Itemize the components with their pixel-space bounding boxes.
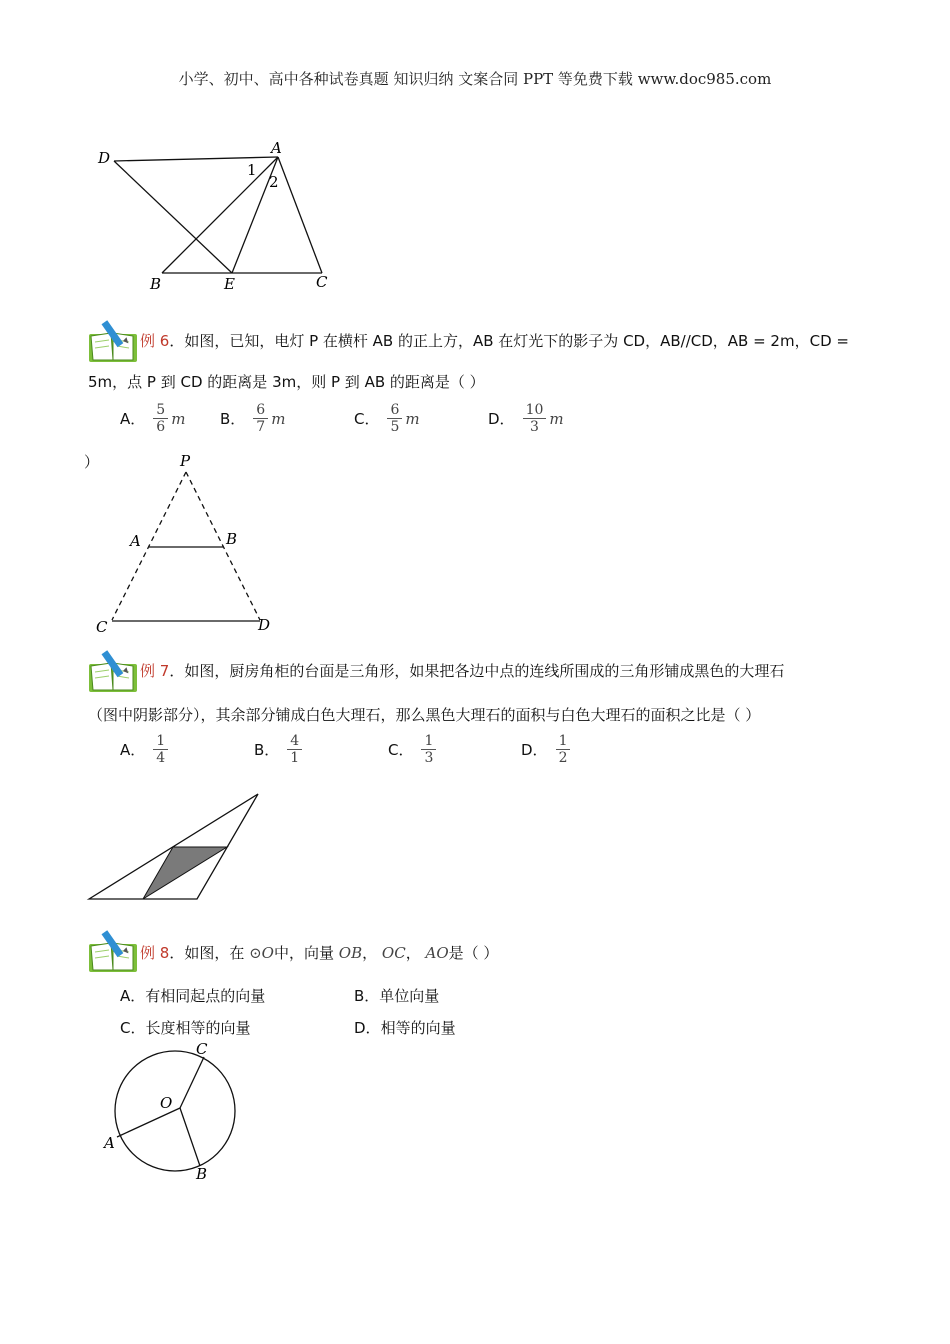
label-A: A [271, 139, 282, 157]
ex8-option-b[interactable]: B． 单位向量 [354, 987, 440, 1005]
book-pencil-icon [87, 318, 139, 364]
vector-oc: OC [381, 944, 406, 962]
label-A: A [130, 532, 141, 550]
ex7-option-a[interactable]: A． $\frac{1}{4}$ [120, 733, 168, 766]
label-B: B [196, 1165, 208, 1183]
ex6-option-a[interactable]: A． $\frac{5}{6}$ m [120, 402, 186, 435]
figure-marble-triangle [85, 790, 270, 905]
ex8-tag: 例 8 [140, 944, 170, 962]
fraction: $\frac{4}{1}$ [287, 733, 302, 766]
ex7-option-c[interactable]: C． $\frac{1}{3}$ [388, 733, 436, 766]
ex6-option-b[interactable]: B． $\frac{6}{7}$ m [220, 402, 286, 435]
figure-triangle-dae [90, 135, 350, 300]
fraction: $\frac{10}{3}$ [523, 402, 547, 435]
fraction: $\frac{1}{4}$ [153, 733, 168, 766]
figure-circle-vectors [98, 1038, 248, 1188]
vector-ao: AO [425, 944, 449, 962]
page-header: 小学、初中、高中各种试卷真题 知识归纳 文案合同 PPT 等免费下载 www.doc985.com [178, 70, 772, 88]
ex7-question-line1 [140, 661, 784, 681]
fraction: $\frac{6}{7}$ [253, 402, 268, 435]
label-angle-1: 1 [247, 161, 257, 179]
ex8-option-d[interactable]: D． 相等的向量 [354, 1019, 456, 1037]
fraction: $\frac{6}{5}$ [387, 402, 402, 435]
figure-lamp-shadow [90, 450, 290, 640]
label-P: P [180, 452, 191, 470]
ex8-option-c[interactable]: C． 长度相等的向量 [120, 1019, 251, 1037]
label-D: D [258, 616, 271, 634]
ex7-text-1: ．如图，厨房角柜的台面是三角形，如果把各边中点的连线所围成的三角形铺成黑色的大理石 [169, 662, 785, 680]
ex6-text-1: ．如图，已知，电灯 P 在横杆 AB 的正上方，AB 在灯光下的影子为 CD，AB//CD，AB = 2m，CD = [169, 332, 849, 350]
ex7-tag: 例 7 [140, 662, 170, 680]
ex6-question-line2: 5m，点 P 到 CD 的距离是 3m，则 P 到 AB 的距离是（ ） [88, 373, 485, 391]
label-C: C [196, 1040, 208, 1058]
fraction: $\frac{1}{2}$ [556, 733, 571, 766]
ex8-option-a[interactable]: A． 有相同起点的向量 [120, 987, 266, 1005]
book-pencil-icon [87, 648, 139, 694]
ex6-option-c[interactable]: C． $\frac{6}{5}$ m [354, 402, 420, 435]
ex6-tag: 例 6 [140, 332, 170, 350]
ex7-option-b[interactable]: B． $\frac{4}{1}$ [254, 733, 302, 766]
ex7-question-line2: （图中阴影部分），其余部分铺成白色大理石，那么黑色大理石的面积与白色大理石的面积之比是（ ） [88, 706, 761, 724]
vector-ob: OB [338, 944, 363, 962]
label-B: B [150, 275, 162, 293]
stray-parenthesis: ） [84, 453, 100, 471]
label-E: E [224, 275, 235, 293]
label-B: B [226, 530, 238, 548]
fraction: $\frac{5}{6}$ [153, 402, 168, 435]
ex6-question-line1 [140, 331, 849, 351]
label-O: O [160, 1094, 173, 1112]
book-pencil-icon [87, 928, 139, 974]
label-angle-2: 2 [269, 173, 279, 191]
ex8-question: 例 8．如图，在 ⊙O中，向量 OB， OC， AO是（ ） [140, 944, 499, 962]
fraction: $\frac{1}{3}$ [421, 733, 436, 766]
label-D: D [98, 149, 111, 167]
label-A: A [104, 1134, 115, 1152]
ex6-option-d[interactable]: D． $\frac{10}{3}$ m [488, 402, 564, 435]
label-C: C [316, 273, 328, 291]
circle-o-symbol: ⊙O [249, 944, 274, 962]
label-C: C [96, 618, 108, 636]
ex7-option-d[interactable]: D． $\frac{1}{2}$ [521, 733, 570, 766]
